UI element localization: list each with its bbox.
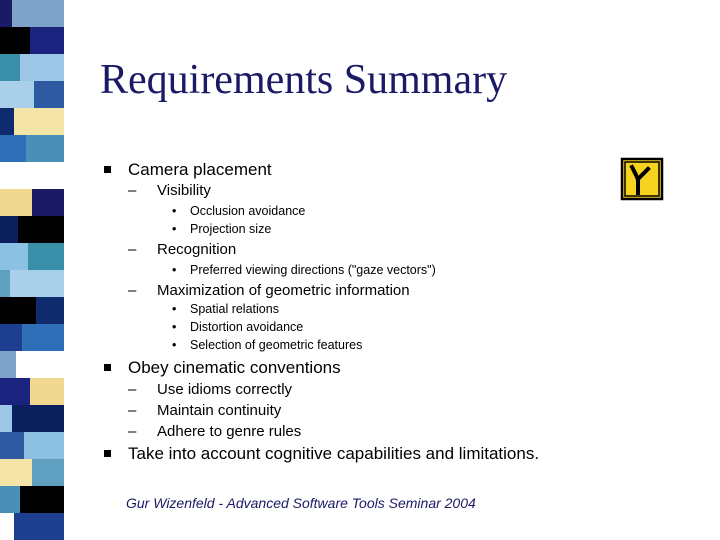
strip-segment — [28, 243, 64, 270]
strip-segment — [0, 513, 14, 540]
strip-segment — [0, 297, 36, 324]
strip-segment — [12, 405, 64, 432]
strip-segment — [26, 135, 64, 162]
square-bullet-icon — [104, 450, 111, 457]
strip-segment — [36, 297, 64, 324]
strip-segment — [0, 432, 24, 459]
strip-segment — [22, 324, 64, 351]
decorative-color-strip — [0, 0, 66, 540]
strip-segment — [0, 135, 26, 162]
strip-segment — [0, 351, 16, 378]
strip-segment — [0, 405, 12, 432]
strip-segment — [0, 189, 32, 216]
strip-segment — [10, 270, 64, 297]
strip-segment — [18, 216, 64, 243]
strip-segment — [0, 378, 30, 405]
strip-segment — [8, 162, 64, 189]
strip-segment — [0, 27, 30, 54]
strip-segment — [34, 81, 64, 108]
strip-segment — [24, 432, 64, 459]
strip-segment — [0, 324, 22, 351]
strip-segment — [0, 0, 12, 27]
strip-segment — [0, 459, 32, 486]
strip-segment — [16, 351, 64, 378]
square-bullet-icon — [104, 166, 111, 173]
strip-segment — [12, 0, 64, 27]
strip-segment — [0, 81, 34, 108]
strip-segment — [32, 189, 64, 216]
strip-segment — [0, 54, 20, 81]
strip-segment — [14, 108, 64, 135]
strip-segment — [30, 27, 64, 54]
strip-segment — [20, 486, 64, 513]
road-sign-icon — [618, 155, 666, 203]
square-bullet-icon — [104, 364, 111, 371]
strip-segment — [30, 378, 64, 405]
slide-footer: Gur Wizenfeld - Advanced Software Tools Seminar 2004 — [126, 495, 476, 511]
strip-segment — [0, 243, 28, 270]
strip-segment — [0, 270, 10, 297]
strip-segment — [32, 459, 64, 486]
strip-segment — [20, 54, 64, 81]
strip-segment — [0, 216, 18, 243]
strip-segment — [0, 108, 14, 135]
strip-segment — [14, 513, 64, 540]
strip-segment — [0, 162, 8, 189]
strip-segment — [0, 486, 20, 513]
slide-title: Requirements Summary — [100, 57, 508, 103]
